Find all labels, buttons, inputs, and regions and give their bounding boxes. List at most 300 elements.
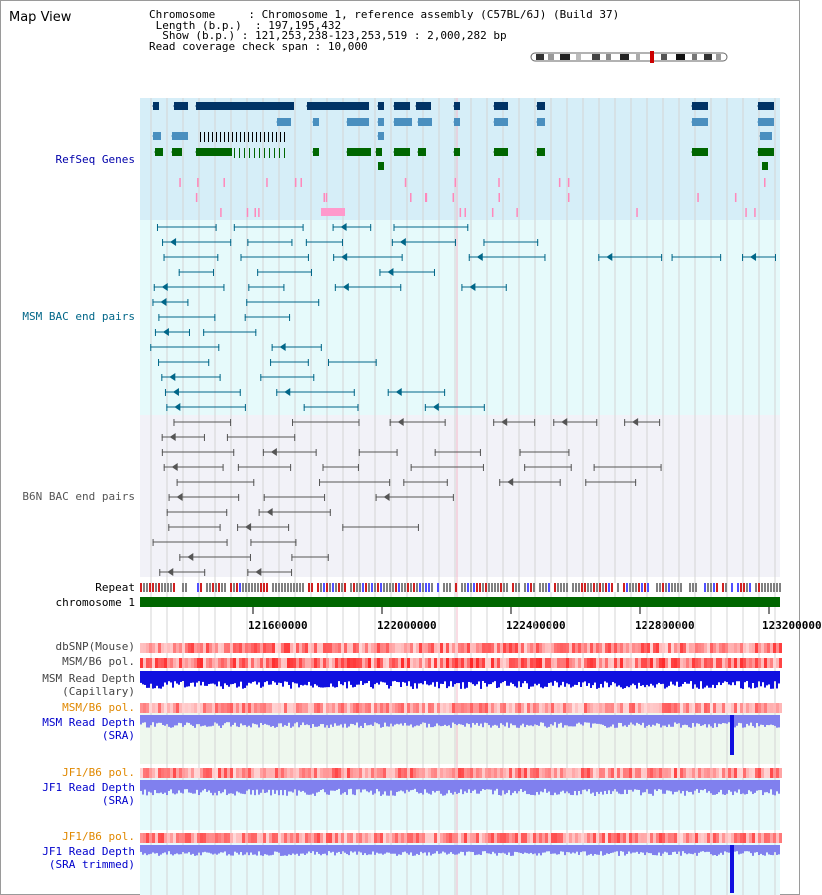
repeat-element (692, 583, 694, 592)
depth-bar (500, 671, 502, 683)
heat-cell (386, 658, 389, 668)
depth-bar (194, 671, 196, 687)
b6n-bac-end (204, 434, 205, 441)
depth-bar (452, 715, 454, 723)
heat-cell (242, 703, 245, 713)
depth-bar (424, 780, 426, 789)
heat-cell (647, 768, 650, 778)
depth-bar (604, 715, 606, 726)
heat-cell (317, 768, 320, 778)
depth-bar (316, 780, 318, 793)
heat-cell (698, 658, 701, 668)
b6n-bac-label[interactable]: B6N BAC end pairs (22, 490, 135, 503)
depth-bar (430, 845, 432, 855)
depth-bar (308, 780, 310, 795)
msm-bac-end (304, 404, 305, 411)
heat-cell (200, 703, 203, 713)
heat-cell (599, 833, 602, 843)
depth-bar (408, 780, 410, 792)
heat-cell (365, 833, 368, 843)
depth-bar (746, 671, 748, 681)
cdna-block (321, 208, 345, 216)
heat-cell (611, 833, 614, 843)
depth-bar (332, 780, 334, 791)
heat-cell (719, 658, 722, 668)
depth-bar (240, 671, 242, 682)
heat-cell (506, 643, 509, 653)
depth-bar (628, 715, 630, 725)
heat-cell (329, 833, 332, 843)
depth-bar (516, 780, 518, 793)
depth-bar (740, 845, 742, 854)
heat-cell (398, 643, 401, 653)
repeat-label: Repeat (95, 581, 135, 594)
cdna-tick (735, 193, 737, 202)
b6n-bac-end (159, 569, 160, 576)
depth-bar (710, 780, 712, 793)
repeat-element (638, 583, 640, 592)
heat-cell (671, 833, 674, 843)
heat-cell (542, 703, 545, 713)
depth-bar (182, 671, 184, 681)
b6n-bac-end (294, 434, 295, 441)
depth-bar (498, 671, 500, 687)
heat-cell (326, 658, 329, 668)
depth-bar (212, 671, 214, 684)
heat-cell (428, 643, 431, 653)
depth-bar (182, 780, 184, 793)
heat-cell (221, 833, 224, 843)
heat-cell (308, 703, 311, 713)
depth-bar (544, 780, 546, 789)
depth-bar (702, 845, 704, 851)
depth-bar (148, 671, 150, 688)
depth-bar (290, 780, 292, 792)
depth-bar (528, 671, 530, 689)
b6n-bac-end (596, 419, 597, 426)
heat-cell (290, 703, 293, 713)
heat-cell (173, 643, 176, 653)
depth-bar (702, 671, 704, 689)
b6n-bac-end (204, 569, 205, 576)
heat-cell (542, 643, 545, 653)
heat-cell (476, 833, 479, 843)
repeat-element (437, 583, 439, 592)
msm-bac-end (342, 239, 343, 246)
depth-bar (238, 671, 240, 687)
jf1-b6-pol-2-label: JF1/B6 pol. (62, 830, 135, 843)
depth-bar (664, 845, 666, 852)
depth-bar (374, 780, 376, 793)
depth-bar (582, 845, 584, 851)
heat-cell (692, 833, 695, 843)
heat-cell (563, 768, 566, 778)
jf1-depth-trim-sublabel: (SRA trimmed) (48, 858, 135, 871)
heat-cell (530, 703, 533, 713)
depth-bar (580, 845, 582, 852)
depth-bar (698, 845, 700, 853)
gene-exon-tick (284, 148, 285, 158)
depth-bar (482, 715, 484, 727)
header-info: Chromosome : Chromosome 1, reference assembly (C57BL/6J) (Build 37) Length (b.p.) : 197,195,432 Show (b.p.) : 121,253,238-123,253,519 : 2,000,282 bp Read coverage check span : 10,000 (149, 8, 620, 53)
heat-cell (272, 658, 275, 668)
depth-bar (630, 715, 632, 723)
msm-depth-capillary-label: MSM Read Depth (42, 672, 135, 685)
depth-bar (436, 845, 438, 851)
heat-cell (419, 643, 422, 653)
depth-bar (260, 671, 262, 688)
dbsnp-label: dbSNP(Mouse) (55, 640, 135, 653)
header-length-label: Length (b.p.) (155, 18, 242, 32)
heat-cell (308, 768, 311, 778)
depth-bar (662, 715, 664, 726)
heat-cell (503, 703, 506, 713)
depth-bar (298, 715, 300, 727)
depth-bar (686, 715, 688, 725)
msm-bac-end (333, 224, 334, 231)
heat-cell (503, 833, 506, 843)
b6n-bac-end (359, 419, 360, 426)
depth-bar (410, 845, 412, 852)
depth-bar (644, 671, 646, 687)
heat-cell (392, 768, 395, 778)
b6n-bac-arrow (177, 493, 183, 501)
heat-cell (188, 643, 191, 653)
depth-bar (410, 671, 412, 686)
depth-bar (504, 845, 506, 854)
depth-bar (496, 780, 498, 789)
b6n-bac-end (493, 419, 494, 426)
depth-bar (226, 780, 228, 795)
heat-cell (404, 703, 407, 713)
depth-bar (362, 671, 364, 685)
depth-bar (534, 780, 536, 795)
heat-cell (278, 833, 281, 843)
depth-bar (526, 845, 528, 853)
depth-bar (690, 780, 692, 792)
heat-cell (221, 703, 224, 713)
ideogram-band (716, 54, 721, 60)
depth-bar (766, 845, 768, 852)
depth-bar (284, 845, 286, 855)
heat-cell (704, 833, 707, 843)
depth-bar (484, 845, 486, 851)
heat-cell (239, 658, 242, 668)
repeat-element (722, 583, 724, 592)
heat-cell (188, 768, 191, 778)
heat-cell (761, 643, 764, 653)
depth-bar (564, 715, 566, 725)
heat-cell (449, 658, 452, 668)
heat-cell (758, 833, 761, 843)
b6n-bac-end (316, 449, 317, 456)
b6n-bac-end (227, 539, 228, 546)
depth-bar (550, 715, 552, 724)
depth-bar (166, 671, 168, 685)
heat-cell (317, 833, 320, 843)
heat-cell (689, 658, 692, 668)
heat-cell (749, 768, 752, 778)
depth-bar (650, 780, 652, 794)
heat-cell (776, 833, 779, 843)
repeat-element (452, 583, 454, 592)
heat-cell (317, 643, 320, 653)
heat-cell (710, 703, 713, 713)
depth-bar (626, 780, 628, 794)
heat-cell (341, 703, 344, 713)
heat-cell (437, 658, 440, 668)
depth-bar (550, 671, 552, 682)
repeat-element (476, 583, 478, 592)
heat-cell (182, 643, 185, 653)
depth-bar (524, 715, 526, 727)
b6n-bac-end (238, 494, 239, 501)
repeat-element (308, 583, 310, 592)
depth-bar (764, 671, 766, 688)
msm-bac-end (234, 224, 235, 231)
heat-cell (563, 643, 566, 653)
jf1-b6-pol-label: JF1/B6 pol. (62, 766, 135, 779)
depth-bar (746, 845, 748, 851)
msm-bac-end (216, 224, 217, 231)
heat-cell (626, 643, 629, 653)
repeat-element (554, 583, 556, 592)
depth-bar (522, 715, 524, 724)
heat-cell (287, 703, 290, 713)
heat-cell (377, 768, 380, 778)
gene-exon-tick (256, 132, 257, 142)
depth-bar (728, 780, 730, 790)
heat-cell (152, 768, 155, 778)
depth-bar (590, 845, 592, 854)
repeat-element (227, 583, 229, 592)
heat-cell (635, 833, 638, 843)
depth-bar (378, 715, 380, 724)
heat-cell (488, 643, 491, 653)
heat-cell (404, 643, 407, 653)
depth-bar (302, 780, 304, 791)
heat-cell (467, 643, 470, 653)
repeat-element (278, 583, 280, 592)
depth-bar (732, 671, 734, 682)
heat-cell (314, 833, 317, 843)
heat-cell (428, 703, 431, 713)
heat-cell (434, 703, 437, 713)
depth-bar (748, 845, 750, 851)
depth-bar (612, 780, 614, 791)
heat-cell (740, 658, 743, 668)
heat-cell (512, 833, 515, 843)
repeat-element (563, 583, 565, 592)
depth-bar (152, 780, 154, 795)
heat-cell (215, 643, 218, 653)
heat-cell (143, 833, 146, 843)
depth-bar (560, 780, 562, 792)
depth-bar (588, 845, 590, 855)
depth-bar (264, 715, 266, 724)
heat-cell (245, 658, 248, 668)
depth-bar (420, 780, 422, 793)
depth-bar (562, 845, 564, 852)
chromosome-label: chromosome 1 (55, 596, 135, 609)
heat-cell (140, 703, 143, 713)
b6n-bac-end (447, 479, 448, 486)
depth-bar (698, 715, 700, 724)
depth-bar (534, 845, 536, 853)
depth-bar (306, 715, 308, 724)
depth-bar (434, 845, 436, 853)
depth-bar (262, 780, 264, 789)
depth-bar (378, 845, 380, 854)
heat-cell (686, 658, 689, 668)
depth-bar (626, 845, 628, 854)
msm-bac-end (223, 284, 224, 291)
heat-cell (614, 658, 617, 668)
depth-bar (386, 845, 388, 852)
heat-cell (356, 768, 359, 778)
heat-cell (254, 833, 257, 843)
heat-cell (332, 658, 335, 668)
depth-bar (644, 845, 646, 855)
heat-cell (203, 768, 206, 778)
depth-bar (678, 780, 680, 790)
cdna-tick (460, 208, 462, 217)
heat-cell (197, 643, 200, 653)
depth-bar (520, 780, 522, 789)
heat-cell (422, 658, 425, 668)
msm-bac-label[interactable]: MSM BAC end pairs (22, 310, 135, 323)
map-view-title: Map View (9, 10, 72, 25)
depth-bar (616, 845, 618, 851)
heat-cell (440, 658, 443, 668)
depth-bar (558, 715, 560, 724)
depth-bar (754, 780, 756, 793)
heat-cell (584, 768, 587, 778)
b6n-bac-end (167, 509, 168, 516)
repeat-element (299, 583, 301, 592)
repeat-element (608, 583, 610, 592)
heat-cell (302, 703, 305, 713)
depth-bar (650, 845, 652, 853)
gene-exon (196, 148, 232, 156)
gene-exon-tick (260, 132, 261, 142)
heat-cell (425, 768, 428, 778)
heat-cell (296, 833, 299, 843)
b6n-bac-end (264, 494, 265, 501)
repeat-element (140, 583, 142, 592)
heat-cell (281, 833, 284, 843)
depth-bar (302, 671, 304, 686)
heat-cell (488, 833, 491, 843)
depth-bar (524, 845, 526, 853)
depth-bar (464, 845, 466, 855)
depth-bar (548, 671, 550, 683)
depth-bar (418, 845, 420, 855)
msm-bac-arrow (433, 403, 439, 411)
depth-bar (254, 671, 256, 681)
heat-cell (599, 768, 602, 778)
ideogram-band (620, 54, 629, 60)
depth-bar (214, 845, 216, 854)
depth-bar (718, 845, 720, 855)
depth-bar (248, 715, 250, 726)
depth-bar (496, 715, 498, 726)
depth-bar (754, 671, 756, 688)
depth-bar (694, 780, 696, 791)
depth-bar (542, 715, 544, 723)
heat-cell (311, 833, 314, 843)
heat-cell (686, 833, 689, 843)
heat-cell (737, 703, 740, 713)
heat-cell (383, 703, 386, 713)
b6n-bac-end (661, 464, 662, 471)
depth-bar (474, 715, 476, 725)
heat-cell (212, 643, 215, 653)
heat-cell (461, 833, 464, 843)
heat-cell (287, 658, 290, 668)
depth-bar (478, 845, 480, 854)
depth-bar (414, 780, 416, 789)
depth-bar (432, 671, 434, 682)
depth-bar (754, 715, 756, 728)
depth-bar (424, 671, 426, 681)
repeat-element (611, 583, 613, 592)
repeat-element (515, 583, 517, 592)
heat-cell (347, 703, 350, 713)
msm-bac-end (179, 269, 180, 276)
heat-cell (395, 703, 398, 713)
depth-bar (568, 715, 570, 726)
depth-bar (452, 845, 454, 854)
heat-cell (569, 703, 572, 713)
gene-exon-tick (264, 132, 265, 142)
depth-bar (166, 780, 168, 795)
heat-cell (743, 768, 746, 778)
depth-bar (500, 715, 502, 723)
gene-exon-tick (228, 132, 229, 142)
b6n-bac-end (330, 509, 331, 516)
depth-bar (180, 845, 182, 854)
depth-bar (320, 780, 322, 790)
depth-bar (300, 671, 302, 685)
depth-bar (196, 715, 198, 724)
heat-cell (407, 703, 410, 713)
depth-bar (392, 671, 394, 681)
heat-cell (173, 703, 176, 713)
depth-bar (338, 715, 340, 726)
depth-bar (358, 845, 360, 852)
heat-cell (392, 703, 395, 713)
depth-bar (350, 780, 352, 789)
heat-cell (725, 833, 728, 843)
heat-cell (155, 643, 158, 653)
heat-cell (560, 768, 563, 778)
refseq-genes-label[interactable]: RefSeq Genes (55, 153, 135, 166)
heat-cell (200, 658, 203, 668)
heat-cell (614, 703, 617, 713)
repeat-element (605, 583, 607, 592)
b6n-bac-end (173, 419, 174, 426)
msm-bac-arrow (400, 238, 406, 246)
depth-bar (536, 780, 538, 792)
repeat-element (425, 583, 427, 592)
depth-bar (286, 715, 288, 726)
heat-cell (185, 658, 188, 668)
depth-bar (224, 780, 226, 789)
depth-bar (174, 780, 176, 794)
heat-cell (143, 768, 146, 778)
heat-cell (359, 703, 362, 713)
